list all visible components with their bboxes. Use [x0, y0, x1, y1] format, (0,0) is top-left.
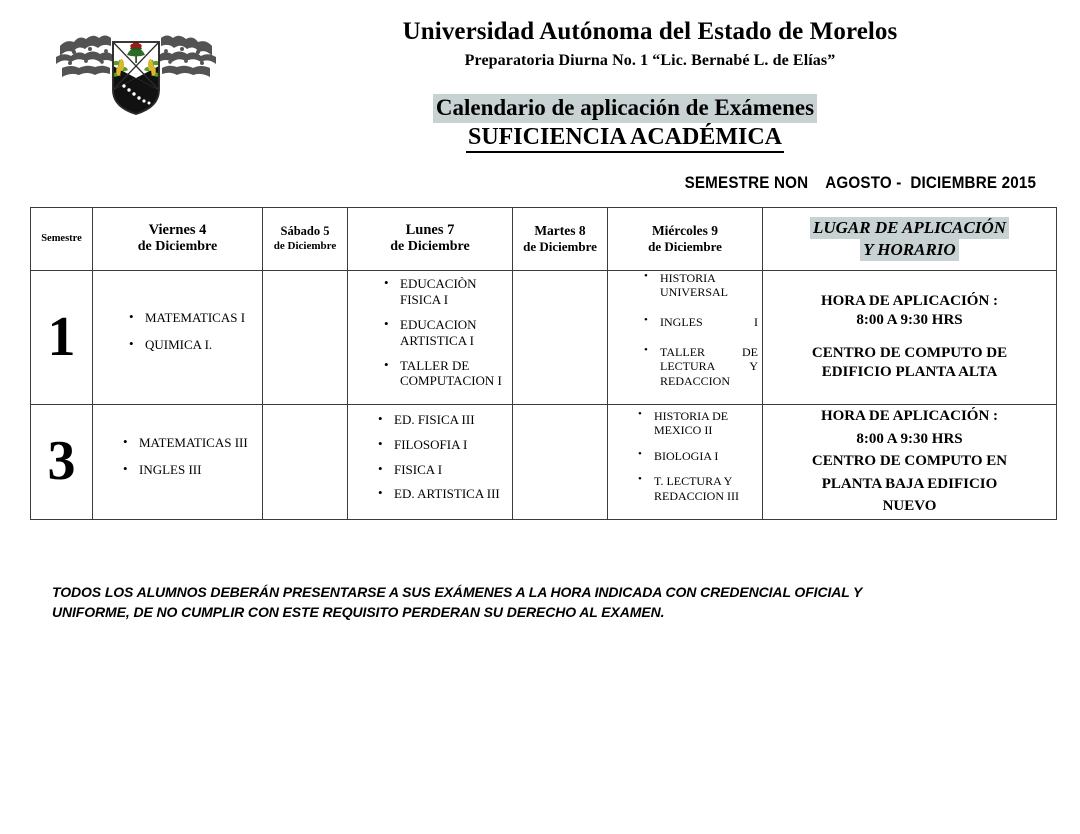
- cell-miercoles-sem1: [608, 271, 763, 405]
- table-row: [31, 404, 1057, 519]
- subject-list: [93, 310, 262, 353]
- cell-lugar-sem3: [763, 404, 1057, 519]
- miercoles-day: Miércoles 9: [651, 222, 719, 238]
- martes-day: Martes 8: [534, 222, 586, 238]
- subject-list: [608, 271, 762, 403]
- footer-note: [52, 582, 1042, 623]
- column-header-sabado: [263, 208, 348, 271]
- list-item: • EDUCACIÒN FISICA I: [384, 276, 508, 308]
- semester-period-label: SEMESTRE NON AGOSTO - DICIEMBRE 2015: [684, 174, 1036, 192]
- list-item: • EDUCACION ARTISTICA I: [384, 317, 508, 349]
- document-header: [0, 0, 1080, 192]
- list-item: • ED. ARTISTICA III: [378, 486, 508, 502]
- document-title: [230, 94, 1020, 153]
- viernes-day: Viernes 4: [148, 221, 207, 238]
- cell-miercoles-sem3: [608, 404, 763, 519]
- institution-titles: [230, 18, 1070, 70]
- sitio-line2: PLANTA BAJA EDIFICIO: [821, 475, 998, 492]
- cell-martes-sem3: [513, 404, 608, 519]
- sitio-line1: CENTRO DE COMPUTO EN: [811, 453, 1008, 470]
- spacer: [763, 330, 1056, 344]
- lunes-day: Lunes 7: [405, 221, 455, 238]
- sitio-line1: CENTRO DE COMPUTO DE: [811, 345, 1008, 362]
- cell-martes-sem1: [513, 271, 608, 405]
- miercoles-month: de Diciembre: [648, 239, 722, 255]
- sitio-line2: EDIFICIO PLANTA ALTA: [821, 364, 998, 381]
- university-crest-icon: [52, 16, 220, 120]
- semester-number: 1: [31, 271, 93, 405]
- subject-list: [608, 409, 762, 503]
- school-name: Preparatoria Diurna No. 1 “Lic. Bernabé L. de Elías”: [464, 51, 836, 69]
- table-header-row: [31, 208, 1057, 271]
- sabado-month: de Diciembre: [273, 239, 337, 252]
- cell-sabado-sem1: [263, 271, 348, 405]
- cell-lugar-sem1: [763, 271, 1057, 405]
- document-title-line2: SUFICIENCIA ACADÉMICA: [466, 124, 784, 153]
- cell-viernes-sem1: [93, 271, 263, 405]
- semester-number: 3: [31, 404, 93, 519]
- cell-lunes-sem3: [348, 404, 513, 519]
- list-item: • MATEMATICAS I: [129, 310, 258, 326]
- sitio-line3: NUEVO: [882, 498, 937, 515]
- list-item: • BIOLOGIA I: [638, 449, 758, 463]
- exam-calendar-table: [30, 207, 1057, 520]
- footer-note-line1: TODOS LOS ALUMNOS DEBERÁN PRESENTARSE A SUS EXÁMENES A LA HORA INDICADA CON CREDENCIAL OFICIAL Y: [52, 584, 863, 600]
- list-item: • T. LECTURA Y REDACCION III: [638, 474, 758, 503]
- list-item: • HISTORIA UNIVERSAL: [644, 271, 758, 314]
- subject-list: [348, 276, 512, 389]
- lugar-line1: LUGAR DE APLICACIÓN: [810, 217, 1009, 239]
- martes-month: de Diciembre: [523, 239, 597, 255]
- list-item: • QUIMICA I.: [129, 337, 258, 353]
- hora-label: HORA DE APLICACIÓN :: [820, 408, 999, 425]
- university-name: Universidad Autónoma del Estado de Morelos: [402, 18, 898, 45]
- subject-list: [348, 412, 512, 502]
- list-item: • TALLER DE COMPUTACION I: [384, 358, 508, 390]
- column-header-viernes: [93, 208, 263, 271]
- column-header-miercoles: [608, 208, 763, 271]
- column-header-martes: [513, 208, 608, 271]
- list-item: • INGLES III: [123, 462, 258, 478]
- viernes-month: de Diciembre: [137, 239, 218, 255]
- document-title-line2-row: [230, 124, 1020, 153]
- list-item: • ED. FISICA III: [378, 412, 508, 428]
- column-header-lunes: [348, 208, 513, 271]
- lugar-line2: Y HORARIO: [860, 239, 958, 261]
- list-item: • FISICA I: [378, 462, 508, 478]
- document-title-line1-row: [230, 94, 1020, 123]
- list-item: • INGLES I: [644, 315, 758, 344]
- lugar-line1-row: [763, 217, 1056, 239]
- subject-list: [93, 435, 262, 478]
- list-item: • TALLER DE LECTURA Y REDACCION: [644, 345, 758, 403]
- cell-lunes-sem1: [348, 271, 513, 405]
- hora-label: HORA DE APLICACIÓN :: [820, 292, 999, 309]
- column-header-semestre: Semestre: [31, 208, 93, 271]
- lugar-line2-row: [763, 239, 1056, 261]
- column-header-lugar-horario: [763, 208, 1057, 271]
- list-item: • HISTORIA DE MEXICO II: [638, 409, 758, 438]
- table-row: [31, 271, 1057, 405]
- hora-valor: 8:00 A 9:30 HRS: [856, 312, 963, 329]
- cell-sabado-sem3: [263, 404, 348, 519]
- list-item: • MATEMATICAS III: [123, 435, 258, 451]
- hora-valor: 8:00 A 9:30 HRS: [856, 430, 963, 447]
- document-title-line1: Calendario de aplicación de Exámenes: [433, 94, 817, 123]
- cell-viernes-sem3: [93, 404, 263, 519]
- sabado-day: Sábado 5: [280, 224, 330, 239]
- list-item: • FILOSOFIA I: [378, 437, 508, 453]
- footer-note-line2: UNIFORME, DE NO CUMPLIR CON ESTE REQUISITO PERDERAN SU DERECHO AL EXAMEN.: [52, 604, 665, 621]
- lunes-month: de Diciembre: [390, 239, 470, 255]
